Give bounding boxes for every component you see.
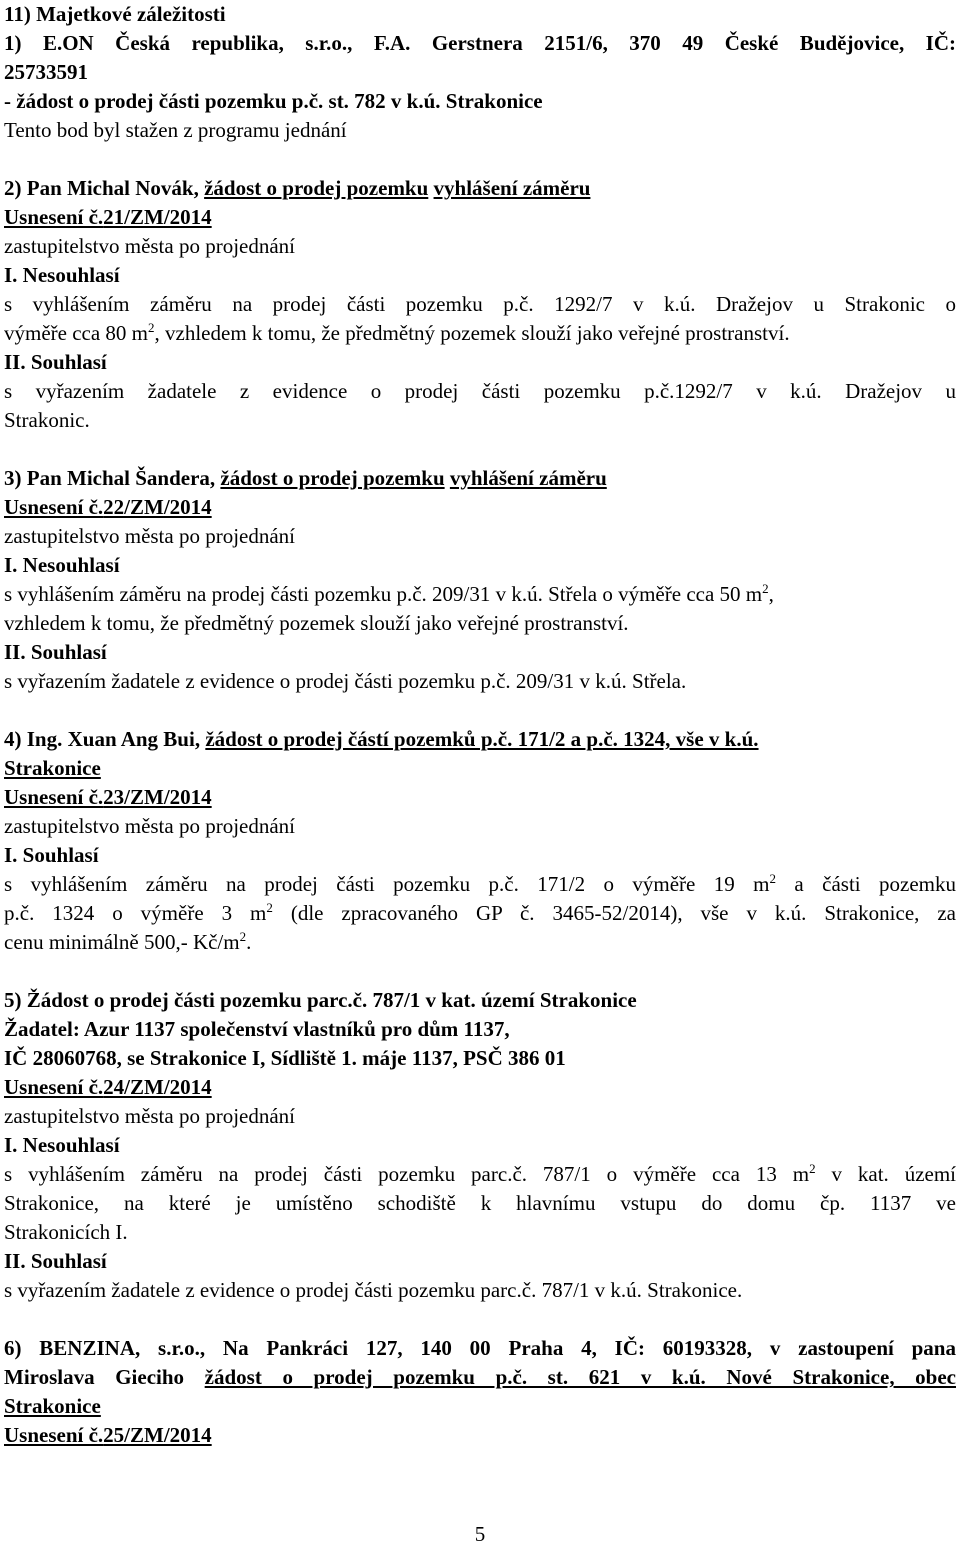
item6-resolution [4,1421,956,1450]
item5-title: 5) Žádost o prodej části pozemku parc.č. 787/1 v kat. území Strakonice [4,988,637,1012]
text-run: (dle zpracovaného GP č. 3465-52/2014), vše v k.ú. Strakonice, za [272,901,956,925]
item5-council: zastupitelstvo města po projednání [4,1104,296,1128]
item1-title-line1: 1) E.ON Česká republika, s.r.o., F.A. Gerstnera 2151/6, 370 49 České Budějovice, IČ: [4,31,956,55]
item6-res-prefix: Usnesení č. [4,1423,104,1447]
item5-point2-line1: s vyřazením žadatele z evidence o prodej části pozemku parc.č. 787/1 v k.ú. Strakonice. [4,1278,743,1302]
item6-title-line3: Strakonice [4,1394,101,1418]
superscript: 2 [148,320,155,335]
item3-resolution [4,493,956,522]
item2-title-name: 2) Pan Michal Novák, [4,176,199,200]
page-number: 5 [474,1522,486,1546]
item4-res-prefix: Usnesení č. [4,785,104,809]
item4-point1-line2 [4,899,956,928]
item2-point1-line2 [4,319,956,348]
item1-title-line3: - žádost o prodej části pozemku p.č. st. 782 v k.ú. Strakonice [4,89,543,113]
item1-note: Tento bod byl stažen z programu jednání [4,118,347,142]
item2-resolution [4,203,956,232]
superscript: 2 [762,581,769,596]
item3-res-number: 22/ZM/2014 [103,495,212,519]
item3-council: zastupitelstvo města po projednání [4,524,296,548]
text-run: v kat. území [815,1162,956,1186]
item6-representative: Miroslava Gieciho [4,1365,185,1389]
item5-res-number: 24/ZM/2014 [103,1075,212,1099]
text-run: p.č. 1324 o výměře 3 m [4,901,267,925]
item2-title-intent: vyhlášení záměru [433,176,591,200]
item3-title-intent: vyhlášení záměru [449,466,607,490]
item4-point1-line3 [4,928,956,957]
item2-title-request: žádost o prodej pozemku [204,176,429,200]
item2 [4,174,956,435]
text-run: s vyhlášením záměru na prodej části pozemku p.č. 171/2 o výměře 19 m [4,872,770,896]
item3-point1-label: I. Nesouhlasí [4,553,120,577]
text-run: a části pozemku [776,872,957,896]
section-majetkove [4,0,956,145]
item3-title [4,464,956,493]
text-run: . [246,930,252,954]
item5-applicant-line1: Žadatel: Azur 1137 společenství vlastníků pro dům 1137, [4,1017,510,1041]
item5-point1-line1 [4,1160,956,1189]
item4-resolution [4,783,956,812]
item4-title-line1 [4,725,956,754]
text-run: , [768,582,774,606]
item3-point2-line1: s vyřazením žadatele z evidence o prodej části pozemku p.č. 209/31 v k.ú. Střela. [4,669,687,693]
item5 [4,986,956,1305]
item2-res-prefix: Usnesení č. [4,205,104,229]
text-run: výměře cca 80 m [4,321,149,345]
item2-res-number: 21/ZM/2014 [103,205,212,229]
item4-point1-line1 [4,870,956,899]
item3-title-name: 3) Pan Michal Šandera, [4,466,216,490]
item4-res-number: 23/ZM/2014 [103,785,212,809]
item6-request: žádost o prodej pozemku p.č. st. 621 v k.ú. Nové Strakonice, obec [204,1365,956,1389]
item5-resolution [4,1073,956,1102]
item2-point2-line1: s vyřazením žadatele z evidence o prodej části pozemku p.č.1292/7 v k.ú. Dražejov u [4,379,956,403]
item3-title-request: žádost o prodej pozemku [220,466,445,490]
superscript: 2 [239,929,247,944]
item4-title-name: 4) Ing. Xuan Ang Bui, [4,727,201,751]
item6 [4,1334,956,1450]
section-heading: 11) Majetkové záležitosti [4,2,226,26]
superscript: 2 [809,1161,816,1176]
item1-title-line2: 25733591 [4,60,88,84]
item5-point2-label: II. Souhlasí [4,1249,107,1273]
item6-title-line2 [4,1363,956,1392]
item2-point2-label: II. Souhlasí [4,350,107,374]
item2-point1-line1: s vyhlášením záměru na prodej části pozemku p.č. 1292/7 v k.ú. Dražejov u Strakonic o [4,292,956,316]
text-run: s vyhlášením záměru na prodej části pozemku p.č. 209/31 v k.ú. Střela o výměře cca 50 m [4,582,763,606]
item6-title-line1: 6) BENZINA, s.r.o., Na Pankráci 127, 140 00 Praha 4, IČ: 60193328, v zastoupení pana [4,1336,956,1360]
superscript: 2 [266,900,273,915]
item2-council: zastupitelstvo města po projednání [4,234,296,258]
item3-res-prefix: Usnesení č. [4,495,104,519]
item5-point1-line2: Strakonice, na které je umístěno schodiště k hlavnímu vstupu do domu čp. 1137 ve [4,1191,956,1215]
item2-point2-line2: Strakonic. [4,408,90,432]
item3 [4,464,956,696]
item4-council: zastupitelstvo města po projednání [4,814,296,838]
item5-point1-label: I. Nesouhlasí [4,1133,120,1157]
item2-title [4,174,956,203]
item4-title-line2: Strakonice [4,756,101,780]
item3-point2-label: II. Souhlasí [4,640,107,664]
text-run: s vyhlášením záměru na prodej části pozemku parc.č. 787/1 o výměře cca 13 m [4,1162,810,1186]
item5-applicant-line2: IČ 28060768, se Strakonice I, Sídliště 1. máje 1137, PSČ 386 01 [4,1046,566,1070]
item5-res-prefix: Usnesení č. [4,1075,104,1099]
item4 [4,725,956,957]
item5-point1-line3: Strakonicích I. [4,1220,128,1244]
item3-point1-line2: vzhledem k tomu, že předmětný pozemek slouží jako veřejné prostranství. [4,611,629,635]
superscript: 2 [769,871,777,886]
item4-point1-label: I. Souhlasí [4,843,99,867]
item2-point1-label: I. Nesouhlasí [4,263,120,287]
item3-point1-line1 [4,580,956,609]
document-page [4,0,956,1479]
text-run: cenu minimálně 500,- Kč/m [4,930,240,954]
item6-res-number: 25/ZM/2014 [103,1423,212,1447]
item4-title-request: žádost o prodej částí pozemků p.č. 171/2 a p.č. 1324, vše v k.ú. [205,727,759,751]
text-run: , vzhledem k tomu, že předmětný pozemek slouží jako veřejné prostranství. [154,321,790,345]
